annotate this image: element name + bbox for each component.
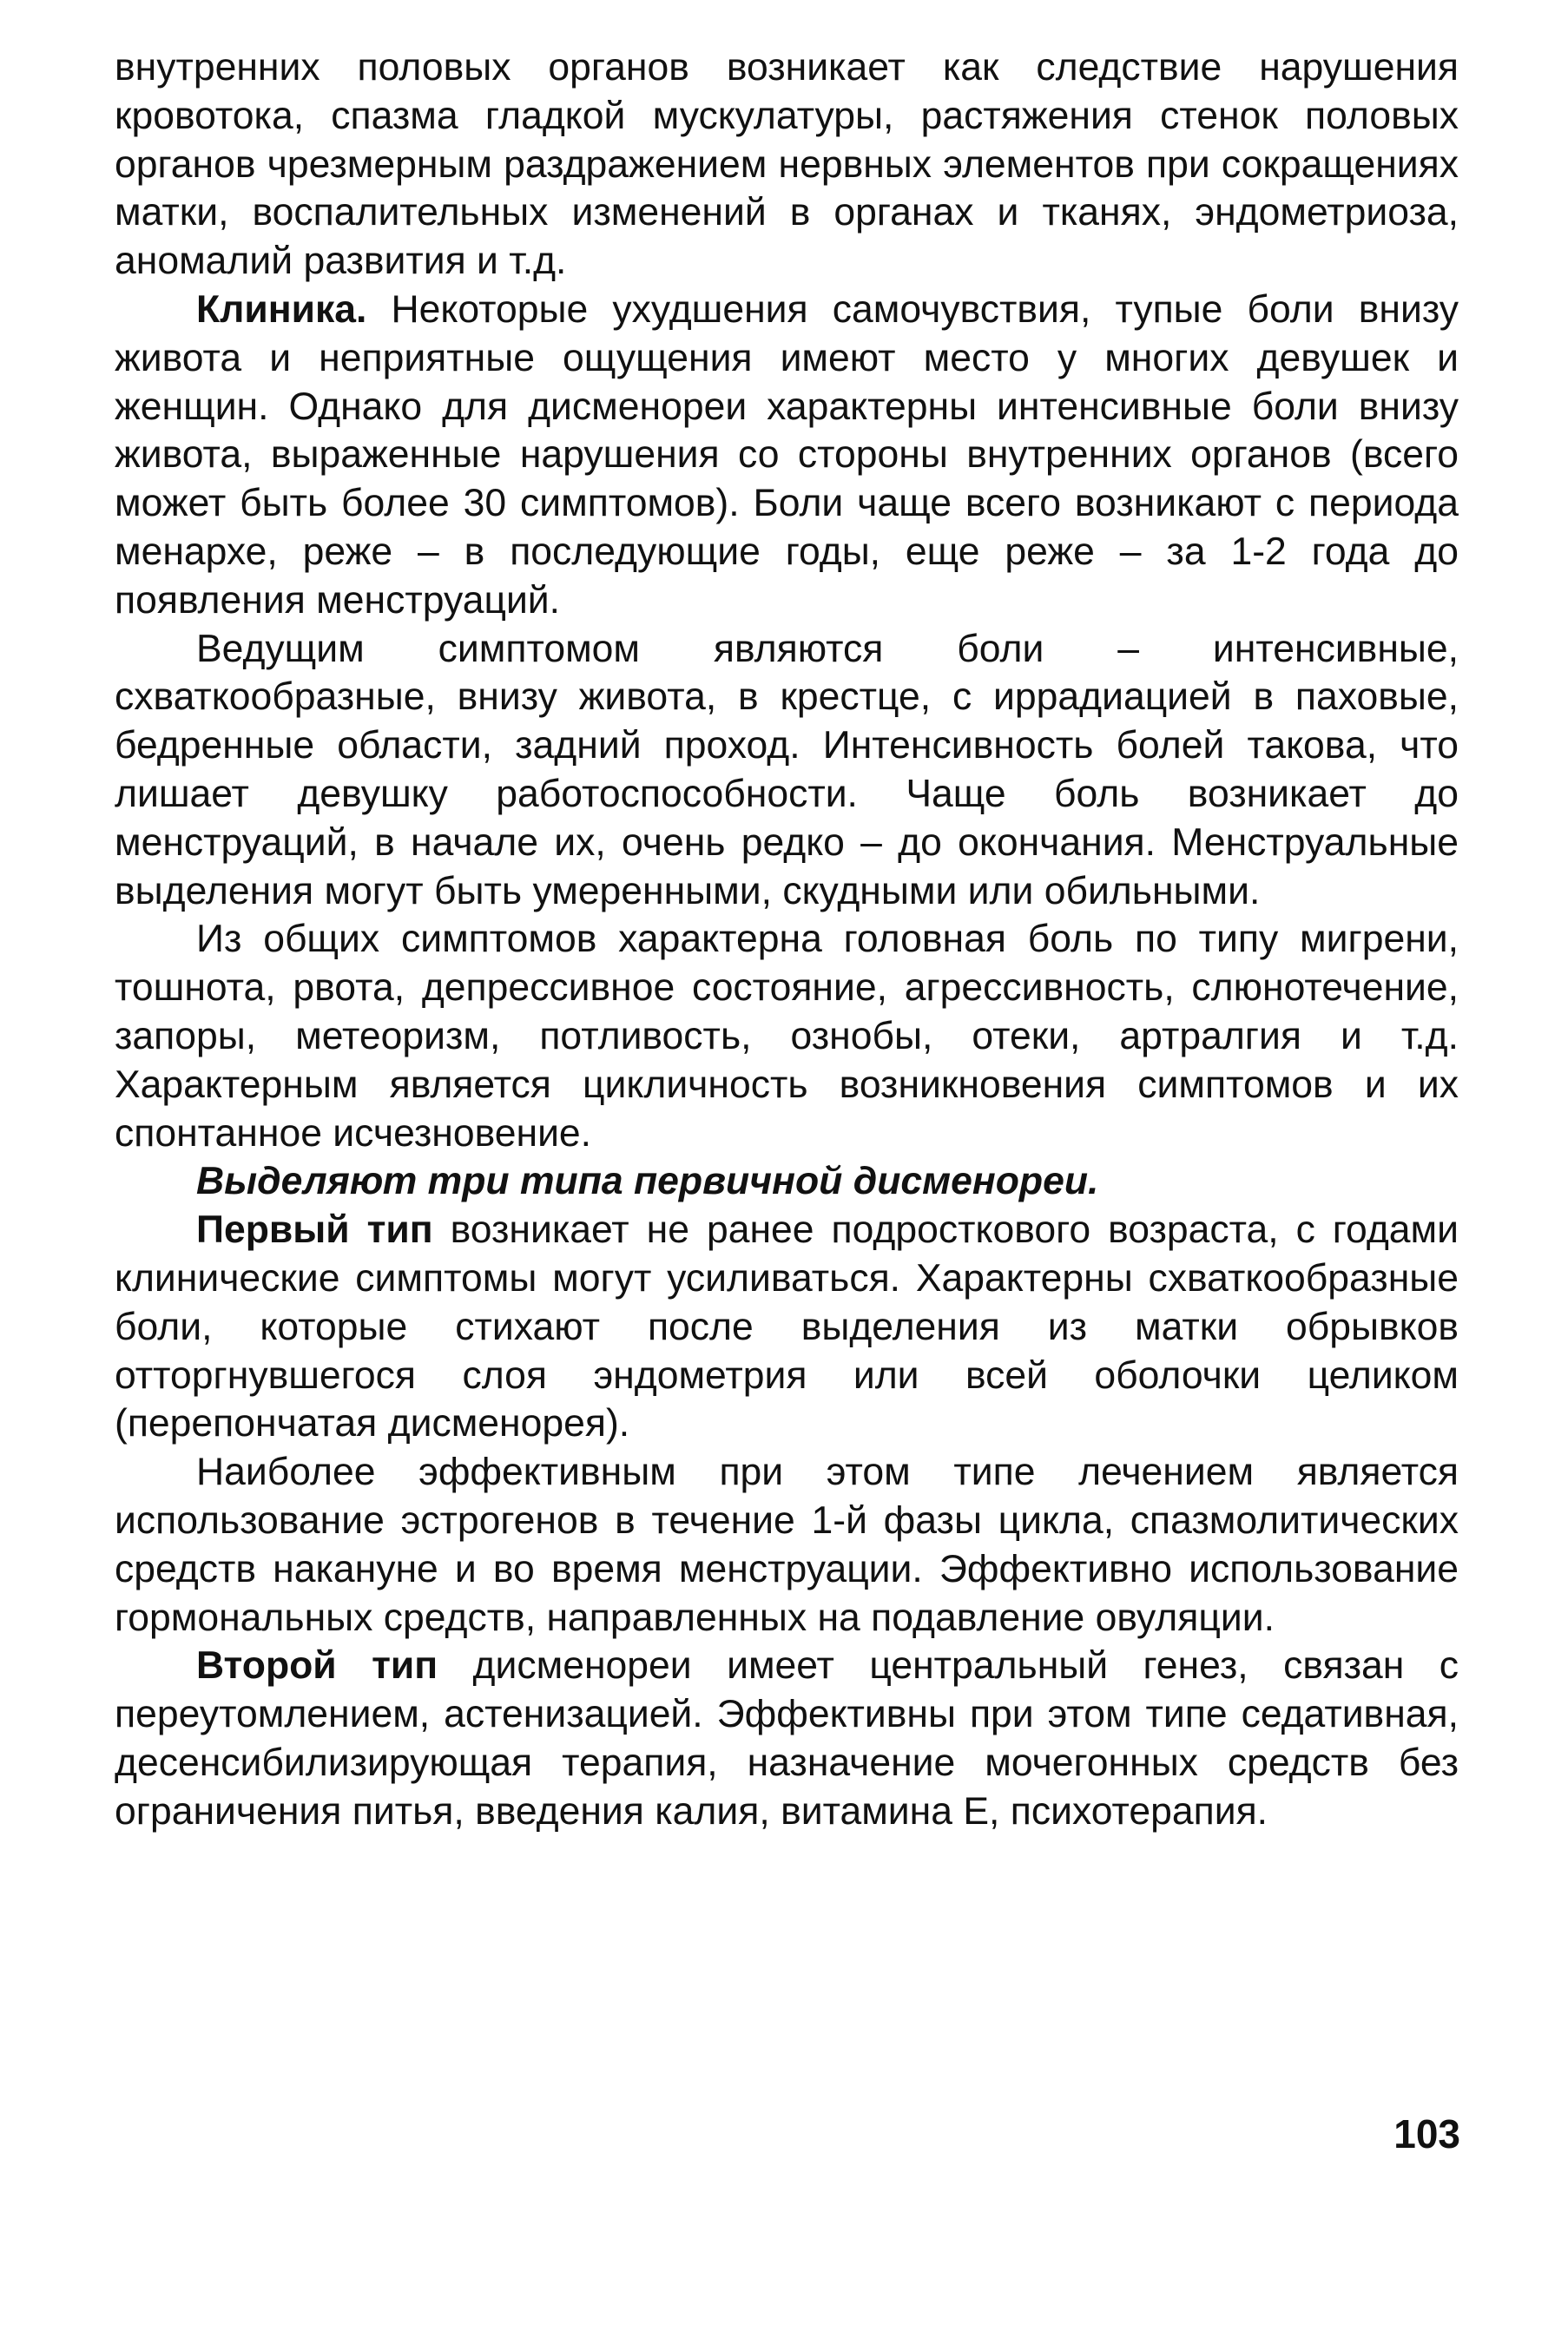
paragraph-continuation (115, 43, 1459, 286)
paragraph-text: Наиболее эффективным при этом типе лечением является использование эстрогенов в течение 1-й фазы цикла, спазмолитических средств накануне и во время менструации. Эффективно использование гормональных средств, направленных на подавление овуляции. (115, 1451, 1459, 1639)
section-heading: Выделяют три типа первичной дисменореи. (196, 1160, 1099, 1203)
paragraph-text: Ведущим симптомом являются боли – интенсивные, схваткообразные, внизу живота, в крестце, с иррадиацией в паховые, бедренные области, задний проход. Интенсивность болей такова, что лишает девушку работоспособности. Чаще боль возникает до менструаций, в начале их, очень редко – до окончания. Менструальные выделения могут быть умеренными, скудными или обильными. (115, 627, 1459, 912)
paragraph-lead-second-type: Второй тип (196, 1644, 438, 1688)
paragraph-text: дисменореи имеет центральный генез, связан с переутомлением, астенизацией. Эффективны при этом типе седативная, десенсибилизирующая терапия, назначение мочегонных средств без ограничения питья, введения калия, витамина Е, психотерапия. (115, 1644, 1459, 1833)
paragraph-first-type-treatment (115, 1448, 1459, 1642)
paragraph-general-symptoms (115, 915, 1459, 1157)
page-number: 103 (1393, 2111, 1460, 2156)
paragraph-second-type (115, 1642, 1459, 1835)
paragraph-text: внутренних половых органов возникает как следствие нарушения кровотока, спазма гладкой мускулатуры, растяжения стенок половых органов чрезмерным раздражением нервных элементов при сокращениях матки, воспалительных изменений в органах и тканях, эндометриоза, аномалий развития и т.д. (115, 46, 1459, 283)
paragraph-text: Из общих симптомов характерна головная боль по типу мигрени, тошнота, рвота, депрессивное состояние, агрессивность, слюнотечение, запоры, метеоризм, потливость, ознобы, отеки, артралгия и т.д. Характерным является цикличность возникновения симптомов и их спонтанное исчезновение. (115, 918, 1459, 1155)
paragraph-text: Некоторые ухудшения самочувствия, тупые боли внизу живота и неприятные ощущения имеют место у многих девушек и женщин. Однако для дисменореи характерны интенсивные боли внизу живота, выраженные нарушения со стороны внутренних органов (всего может быть более 30 симптомов). Боли чаще всего возникают с периода менархе, реже – в последующие годы, еще реже – за 1-2 года до появления менструаций. (115, 287, 1459, 622)
page-body (115, 43, 1459, 1835)
paragraph-first-type (115, 1206, 1459, 1448)
paragraph-lead-first-type: Первый тип (196, 1208, 433, 1252)
paragraph-clinic (115, 286, 1459, 625)
paragraph-leading-symptom (115, 625, 1459, 916)
paragraph-text: возникает не ранее подросткового возраста, с годами клинические симптомы могут усиливаться. Характерны схваткообразные боли, которые стихают после выделения из матки обрывков отторгнувшегося слоя эндометрия или всей оболочки целиком (перепончатая дисменорея). (115, 1208, 1459, 1445)
paragraph-lead-clinic: Клиника. (196, 287, 367, 331)
